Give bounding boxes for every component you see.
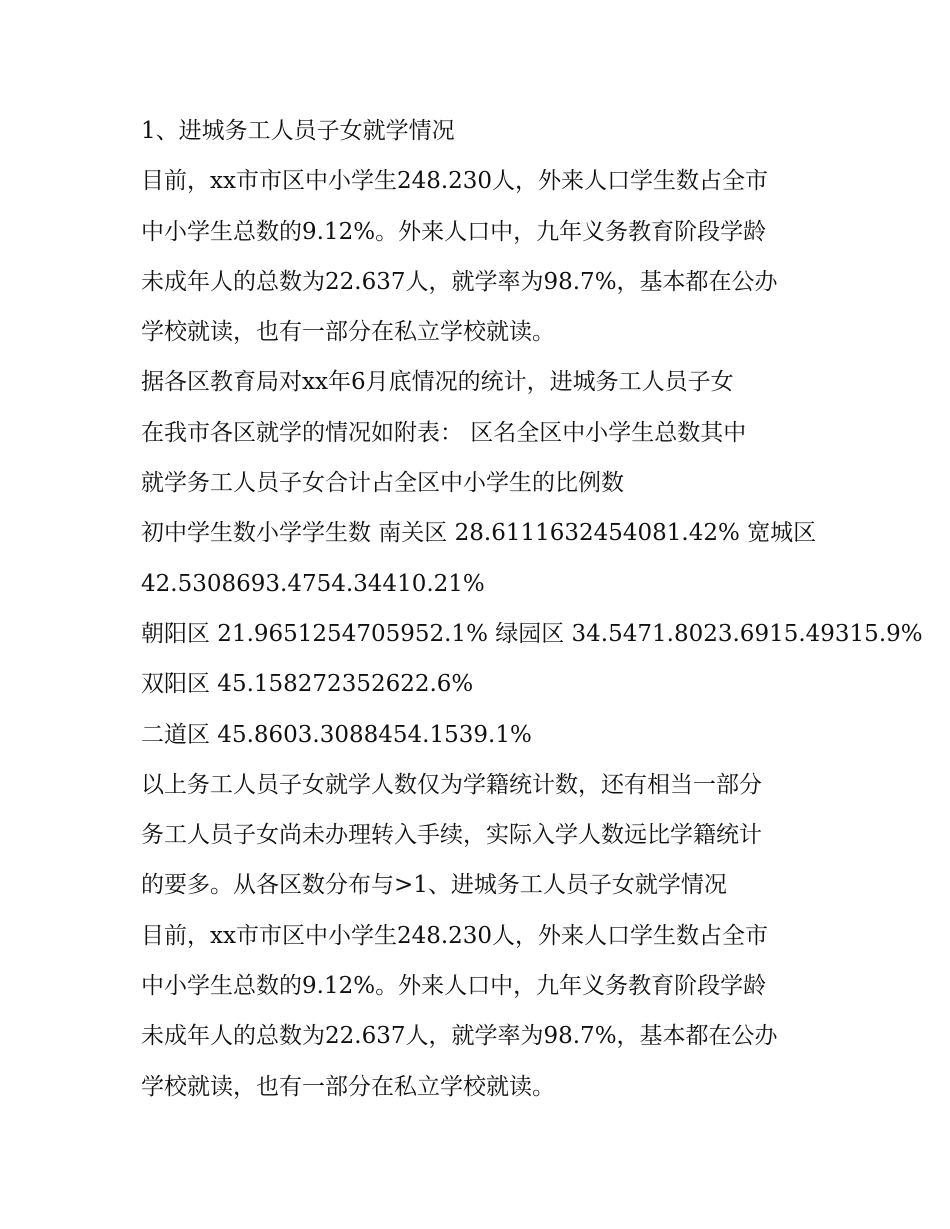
table-text-line: 朝阳区 21.9651254705952.1% 绿园区 34.5471.8023.6915.49315.9% [141, 620, 923, 647]
text-line: 中小学生总数的9.12%。外来人口中，九年义务教育阶段学龄 [141, 218, 767, 245]
table-text-line: 双阳区 45.158272352622.6% [141, 671, 474, 698]
text-line: 学校就读，也有一部分在私立学校就读。 [141, 1073, 555, 1100]
table-text-line: 初中学生数小学学生数 南关区 28.6111632454081.42% 宽城区 [141, 520, 817, 547]
text-line: 目前，xx市市区中小学生248.230人，外来人口学生数占全市 [141, 168, 769, 195]
text-line: 未成年人的总数为22.637人，就学率为98.7%，基本都在公办 [141, 268, 778, 295]
text-line: 中小学生总数的9.12%。外来人口中，九年义务教育阶段学龄 [141, 973, 767, 1000]
table-text-line: 42.5308693.4754.34410.21% [141, 570, 485, 597]
text-line: 在我市各区就学的情况如附表： 区名全区中小学生总数其中 [141, 419, 747, 446]
text-line: 未成年人的总数为22.637人，就学率为98.7%，基本都在公办 [141, 1023, 778, 1050]
text-line: 学校就读，也有一部分在私立学校就读。 [141, 319, 555, 346]
heading-line: 1、进城务工人员子女就学情况 [141, 118, 455, 144]
document-body [141, 106, 923, 1112]
table-text-line: 二道区 45.8603.3088454.1539.1% [141, 721, 532, 748]
text-line: 目前，xx市市区中小学生248.230人，外来人口学生数占全市 [141, 922, 769, 949]
text-line: 就学务工人员子女合计占全区中小学生的比例数 [141, 470, 624, 497]
text-line: 务工人员子女尚未办理转入手续，实际入学人数远比学籍统计 [141, 822, 762, 849]
text-line: 据各区教育局对xx年6月底情况的统计，进城务工人员子女 [141, 369, 734, 396]
text-line: 的要多。从各区数分布与>1、进城务工人员子女就学情况 [141, 872, 727, 899]
text-line: 以上务工人员子女就学人数仅为学籍统计数，还有相当一部分 [141, 771, 762, 798]
